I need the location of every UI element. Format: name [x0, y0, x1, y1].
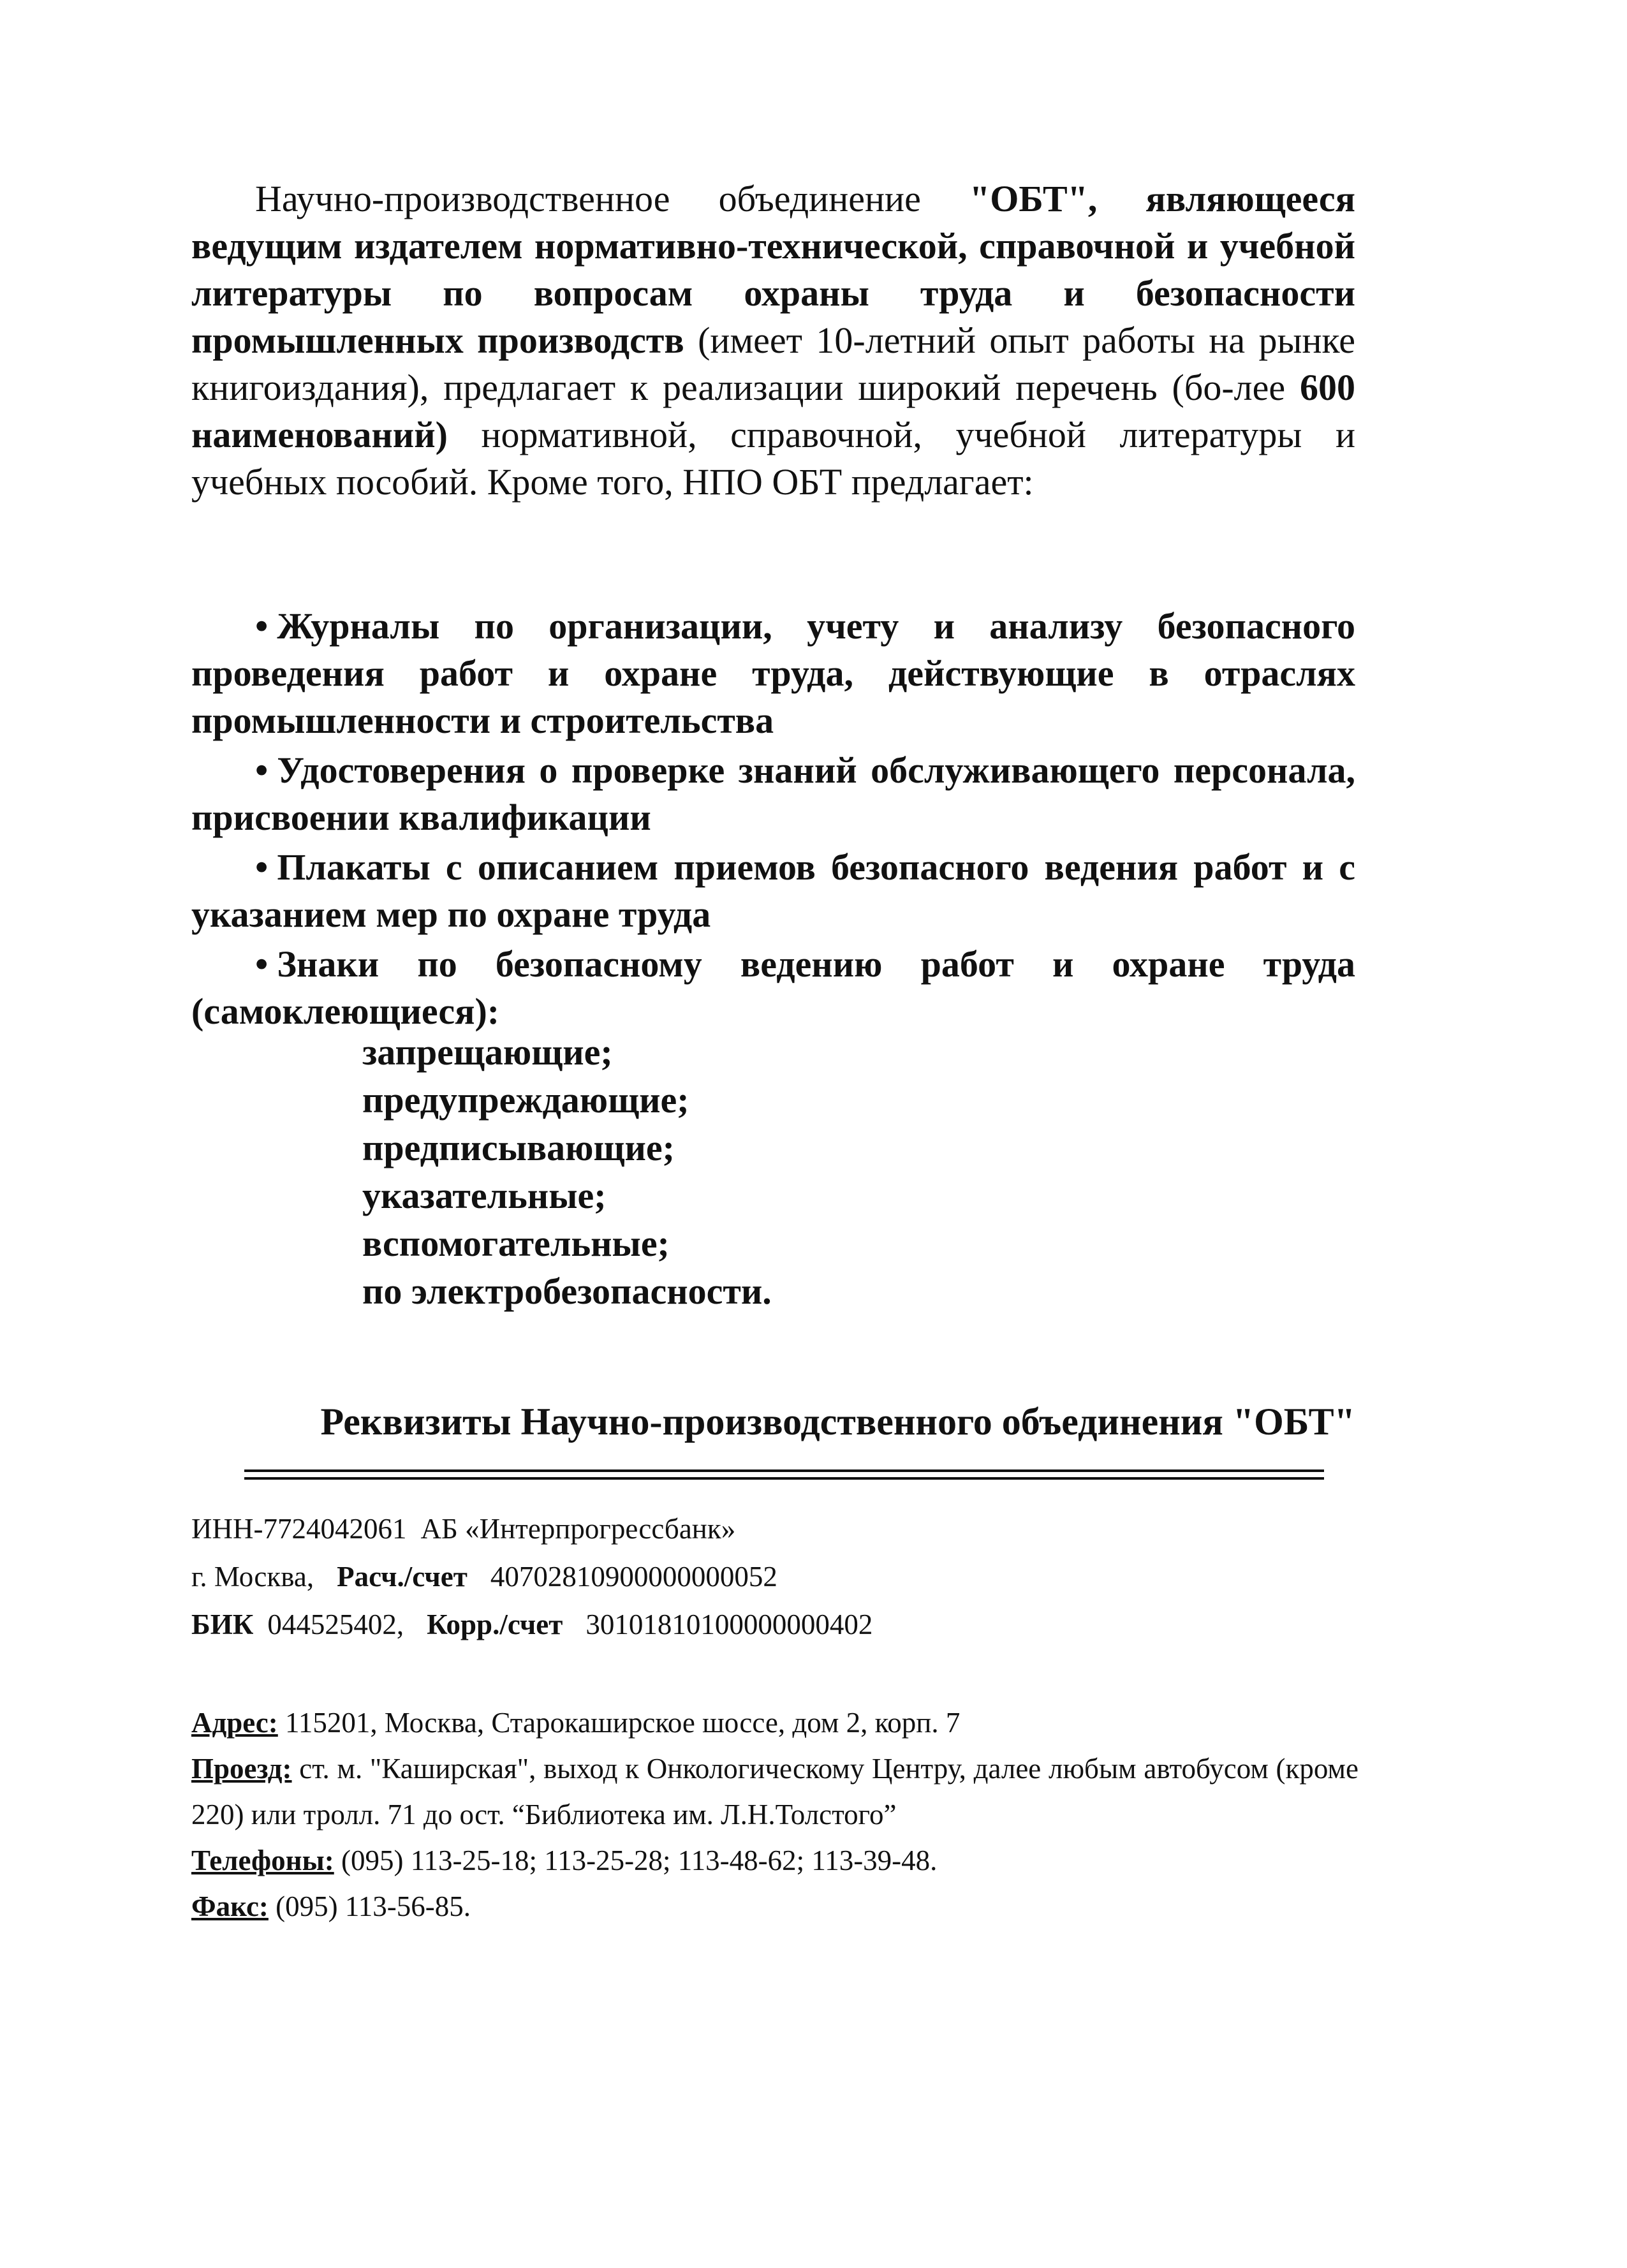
offer-item: [191, 844, 1355, 938]
route-label: Проезд:: [191, 1753, 292, 1785]
bank-row-account: [191, 1553, 872, 1601]
route-row: [191, 1746, 1358, 1837]
requisites-title: Реквизиты Научно-производственного объединения "ОБТ": [320, 1401, 1355, 1443]
address-label: Адрес:: [191, 1707, 278, 1739]
fax-label: Факс:: [191, 1890, 269, 1922]
intro-paragraph: [191, 175, 1355, 506]
phones-label: Телефоны:: [191, 1845, 334, 1876]
corr-label: Корр./счет: [427, 1609, 563, 1640]
intro-text-5: нормативной, справочной, учебной литературы и учебных пособий. Кроме того, НПО ОБТ предлагает:: [191, 414, 1355, 503]
bik-value: 044525402,: [267, 1609, 404, 1640]
account-label: Расч./счет: [337, 1561, 467, 1593]
account-value: 40702810900000000052: [490, 1561, 777, 1593]
intro-text-4: 600 наименований): [191, 367, 1355, 455]
signs-list: [362, 1028, 772, 1315]
phones-row: [191, 1837, 1358, 1883]
phones-value: (095) 113-25-18; 113-25-28; 113-48-62; 113-39-48.: [334, 1845, 938, 1876]
title-divider-top: [244, 1469, 1324, 1472]
address-row: [191, 1700, 1358, 1746]
signs-list-item: запрещающие;: [362, 1031, 613, 1073]
city-label: г. Москва,: [191, 1561, 314, 1593]
signs-list-item: вспомогательные;: [362, 1223, 670, 1264]
inn-value: ИНН-7724042061: [191, 1513, 407, 1545]
bullet-icon: •: [255, 846, 269, 888]
contact-details: [191, 1700, 1358, 1929]
bullet-icon: •: [255, 749, 269, 791]
intro-text-2: "ОБТ", являющееся ведущим издателем нормативно-технической, справочной и учебной литературы по вопросам охраны труда и безопасности промышленных производств: [191, 178, 1355, 361]
bullet-icon: •: [255, 605, 269, 647]
route-value: ст. м. "Каширская", выход к Онкологическому Центру, далее любым автобусом (кроме 220) или тролл. 71 до ост. “Библиотека им. Л.Н.Толстого”: [191, 1753, 1358, 1830]
bank-row-bik: [191, 1601, 872, 1649]
bik-label: БИК: [191, 1609, 254, 1640]
signs-list-item: предупреждающие;: [362, 1079, 689, 1121]
bank-row-inn: [191, 1505, 872, 1553]
offer-item-text: Плакаты с описанием приемов безопасного ведения работ и с указанием мер по охране труда: [191, 846, 1355, 935]
title-divider-bottom: [244, 1477, 1324, 1480]
offer-item-text: Журналы по организации, учету и анализу безопасного проведения работ и охране труда, действующие в отраслях промышленности и строительства: [191, 605, 1355, 741]
signs-list-item: по электробезопасности.: [362, 1270, 772, 1312]
fax-row: [191, 1883, 1358, 1929]
signs-list-item: указательные;: [362, 1175, 607, 1216]
bank-details: [191, 1505, 872, 1649]
offer-item: [191, 603, 1355, 744]
offer-list: [191, 603, 1355, 1038]
bank-name: АБ «Интерпрогрессбанк»: [420, 1513, 736, 1545]
intro-text-1: Научно-производственное объединение: [255, 178, 970, 219]
bullet-icon: •: [255, 943, 269, 985]
address-value: 115201, Москва, Старокаширское шоссе, дом 2, корп. 7: [277, 1707, 961, 1739]
offer-item: [191, 747, 1355, 841]
offer-item-text: Знаки по безопасному ведению работ и охране труда (самоклеющиеся):: [191, 943, 1355, 1032]
corr-value: 30101810100000000402: [585, 1609, 873, 1640]
offer-item-text: Удостоверения о проверке знаний обслуживающего персонала, присвоении квалификации: [191, 749, 1355, 838]
fax-value: (095) 113-56-85.: [268, 1890, 471, 1922]
offer-item: [191, 941, 1355, 1035]
signs-list-item: предписывающие;: [362, 1127, 675, 1168]
intro-text-3: (имеет 10-летний опыт работы на рынке книгоиздания), предлагает к реализации широкий перечень (бо-лее: [191, 320, 1356, 408]
